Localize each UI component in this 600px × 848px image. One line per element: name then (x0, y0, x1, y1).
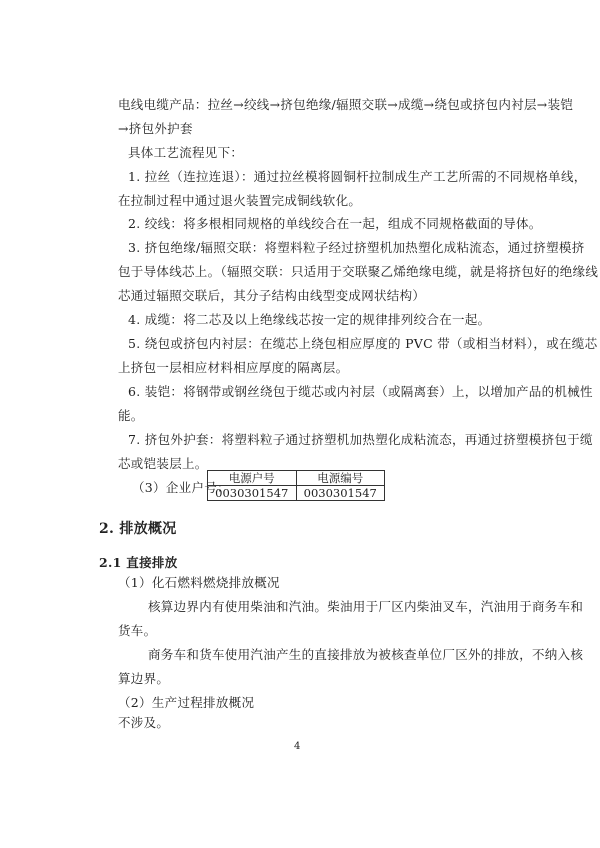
para-3: 不涉及。 (118, 715, 170, 730)
step-5-line-1: 5. 绕包或挤包内衬层：在缆芯上绕包相应厚度的 PVC 带（或相当材料），或在缆芯 (128, 336, 598, 351)
account-table (207, 470, 385, 501)
item-1-heading: （1）化石燃料燃烧排放概况 (118, 575, 280, 590)
item-2-heading: （2）生产过程排放概况 (118, 695, 255, 710)
step-3-line-1: 3. 挤包绝缘/辐照交联：将塑料粒子经过挤塑机加热塑化成粘流态，通过挤塑模挤 (128, 240, 585, 255)
step-6-line-2: 能。 (118, 408, 144, 423)
table-header-cell: 电源编号 (296, 471, 385, 486)
table-cell: 0030301547 (296, 486, 385, 501)
table-header-row (208, 471, 385, 486)
table-row (208, 486, 385, 501)
account-label: （3）企业户号： (132, 480, 230, 495)
intro-line-1: 电线电缆产品：拉丝→绞线→挤包绝缘/辐照交联→成缆→绕包或挤包内衬层→装铠 (118, 97, 574, 112)
table-cell: 0030301547 (208, 486, 297, 501)
step-5-line-2: 上挤包一层相应材料相应厚度的隔离层。 (118, 360, 349, 375)
intro-line-2: →挤包外护套 (118, 121, 193, 136)
table-header-cell: 电源户号 (208, 471, 297, 486)
para-2-line-2: 算边界。 (118, 671, 170, 686)
step-6-line-1: 6. 装铠：将钢带或钢丝绕包于缆芯或内衬层（或隔离套）上，以增加产品的机械性 (128, 384, 593, 399)
step-2: 2. 绞线：将多根相同规格的单线绞合在一起，组成不同规格截面的导体。 (128, 216, 542, 231)
step-3-line-2: 包于导体线芯上。（辐照交联：只适用于交联聚乙烯绝缘电缆，就是将挤包好的绝缘线 (118, 264, 599, 279)
para-1-line-2: 货车。 (118, 623, 157, 638)
intro-line-3: 具体工艺流程见下： (128, 145, 244, 160)
step-1-line-1: 1. 拉丝（连拉连退）：通过拉丝模将圆铜杆拉制成生产工艺所需的不同规格单线， (128, 169, 587, 184)
section-2-heading: 2. 排放概况 (99, 521, 177, 537)
para-1-line-1: 核算边界内有使用柴油和汽油。柴油用于厂区内柴油叉车，汽油用于商务车和 (148, 599, 584, 614)
step-3-line-3: 芯通过辐照交联后，其分子结构由线型变成网状结构） (118, 288, 426, 303)
page-number: 4 (294, 741, 301, 752)
para-2-line-1: 商务车和货车使用汽油产生的直接排放为被核查单位厂区外的排放，不纳入核 (148, 647, 584, 662)
section-2-1-heading: 2.1 直接排放 (99, 555, 178, 570)
step-7-line-2: 芯或铠装层上。 (118, 456, 208, 471)
step-7-line-1: 7. 挤包外护套：将塑料粒子通过挤塑机加热塑化成粘流态，再通过挤塑模挤包于缆 (128, 432, 593, 447)
step-1-line-2: 在拉制过程中通过退火装置完成铜线软化。 (118, 193, 362, 208)
step-4: 4. 成缆：将二芯及以上绝缘线芯按一定的规律排列绞合在一起。 (128, 312, 491, 327)
